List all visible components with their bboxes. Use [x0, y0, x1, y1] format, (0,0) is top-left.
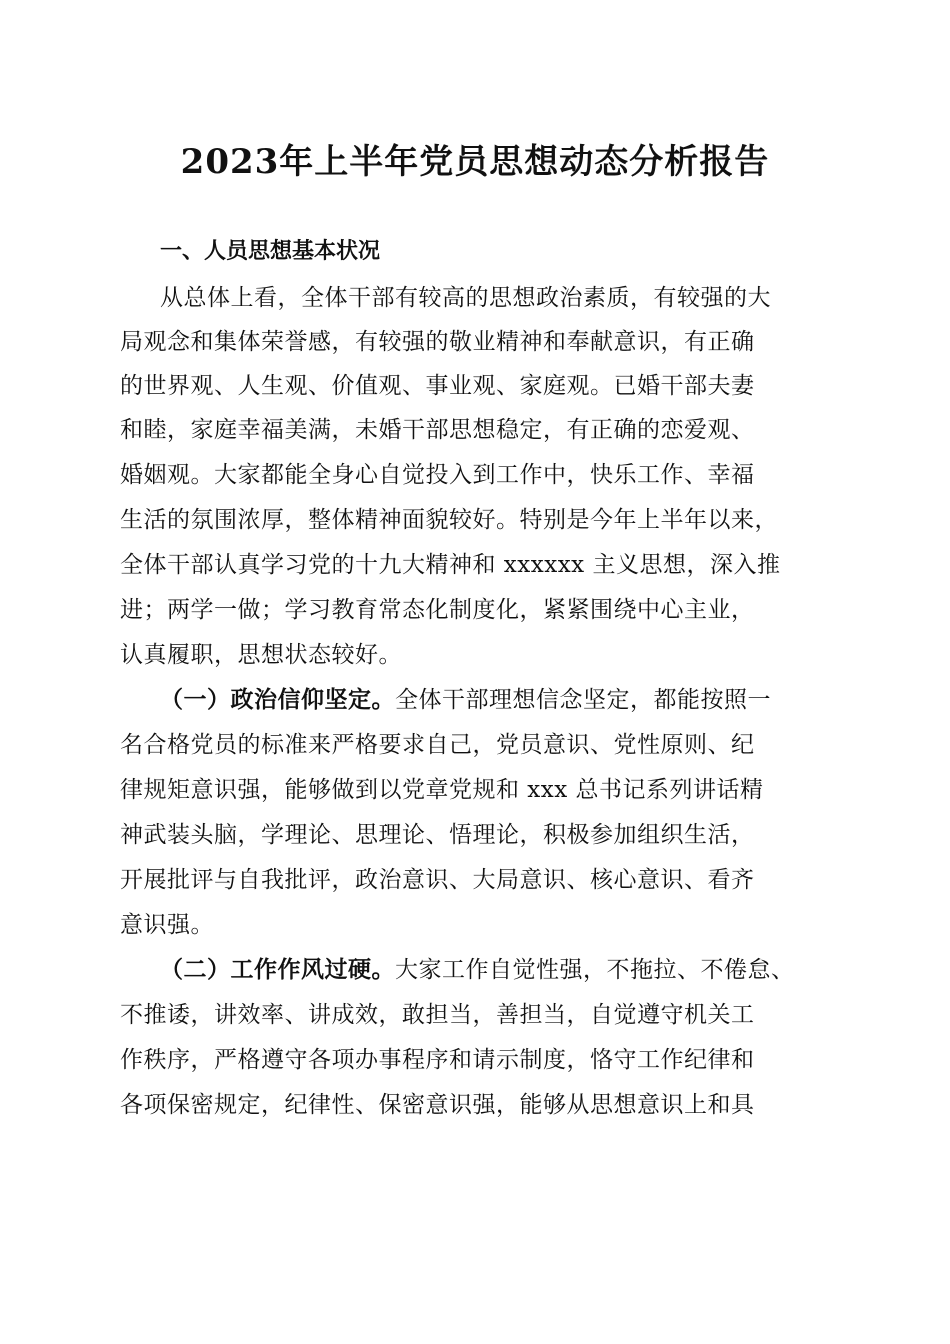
paragraph3-line-4: 各项保密规定，纪律性、保密意识强，能够从思想意识上和具 — [120, 1092, 755, 1118]
paragraph1-line-1: 从总体上看，全体干部有较高的思想政治素质，有较强的大 — [160, 285, 771, 311]
paragraph3-line-2: 不推诿，讲效率、讲成效，敢担当，善担当，自觉遵守机关工 — [120, 1002, 755, 1028]
document-title: 2023年上半年党员思想动态分析报告 — [180, 142, 770, 182]
paragraph1-line-8: 进；两学一做；学习教育常态化制度化，紧紧围绕中心主业， — [120, 597, 755, 623]
paragraph3-first-rest: 大家工作自觉性强，不拖拉、不倦怠、 — [395, 957, 795, 983]
paragraph1-line-4: 和睦，家庭幸福美满，未婚干部思想稳定，有正确的恋爱观、 — [120, 417, 755, 443]
paragraph2-first-rest: 全体干部理想信念坚定，都能按照一 — [395, 687, 771, 713]
paragraph3-line-1 — [160, 954, 795, 986]
paragraph1-line-2: 局观念和集体荣誉感，有较强的敬业精神和奉献意识，有正确 — [120, 329, 755, 355]
section-heading: 一、人员思想基本状况 — [160, 239, 381, 264]
paragraph1-line-3: 的世界观、人生观、价值观、事业观、家庭观。已婚干部夫妻 — [120, 373, 755, 399]
paragraph1-line-6: 生活的氛围浓厚，整体精神面貌较好。特别是今年上半年以来， — [120, 507, 778, 533]
paragraph2-line-6: 意识强。 — [120, 912, 214, 938]
paragraph2-line-5: 开展批评与自我批评，政治意识、大局意识、核心意识、看齐 — [120, 867, 755, 893]
paragraph2-line-4: 神武装头脑，学理论、思理论、悟理论，积极参加组织生活， — [120, 822, 755, 848]
paragraph2-line-2: 名合格党员的标准来严格要求自己，党员意识、党性原则、纪 — [120, 732, 755, 758]
paragraph2-line-1 — [160, 684, 771, 716]
paragraph1-line-7: 全体干部认真学习党的十九大精神和 xxxxxx 主义思想，深入推 — [120, 552, 781, 578]
paragraph1-line-5: 婚姻观。大家都能全身心自觉投入到工作中，快乐工作、幸福 — [120, 462, 755, 488]
paragraph3-lead: （二）工作作风过硬。 — [160, 957, 395, 983]
paragraph2-lead: （一）政治信仰坚定。 — [160, 687, 395, 713]
paragraph2-line-3: 律规矩意识强，能够做到以党章党规和 xxx 总书记系列讲话精 — [120, 777, 764, 803]
paragraph3-line-3: 作秩序，严格遵守各项办事程序和请示制度，恪守工作纪律和 — [120, 1047, 755, 1073]
paragraph1-line-9: 认真履职，思想状态较好。 — [120, 642, 402, 668]
